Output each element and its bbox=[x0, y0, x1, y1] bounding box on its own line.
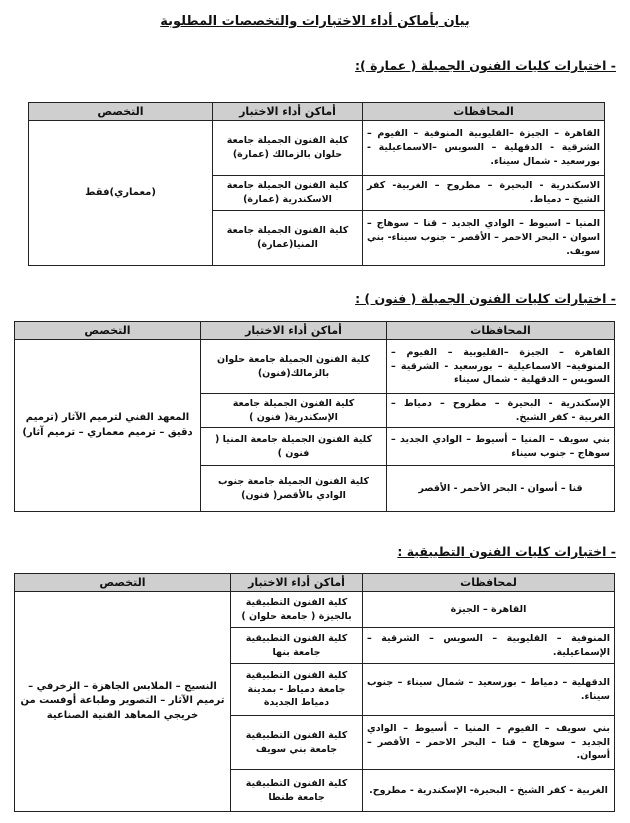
column-header-specialty: التخصص bbox=[15, 322, 201, 340]
location-cell: كلية الفنون الجميلة جامعة حلوان بالزمالك (عمارة) bbox=[213, 121, 363, 176]
table-header-row bbox=[15, 574, 615, 592]
specialty-cell: (معماري)فقط bbox=[29, 121, 213, 266]
column-header-specialty: التخصص bbox=[29, 103, 213, 121]
location-cell: كلية الفنون التطبيقية جامعة بنها bbox=[231, 628, 363, 664]
location-cell: كلية الفنون الجميلة جامعة المنيا(عمارة) bbox=[213, 211, 363, 266]
column-header-locations: أماكن أداء الاختبار bbox=[201, 322, 387, 340]
location-cell: كلية الفنون الجميلة جامعة الإسكندرية( فنون ) bbox=[201, 394, 387, 428]
location-cell: كلية الفنون الجميلة جامعة المنيا ( فنون ) bbox=[201, 428, 387, 466]
governorates-cell: قنا – أسوان - البحر الأحمر - الأقصر bbox=[387, 466, 615, 512]
column-header-governorates: لمحافظات bbox=[363, 574, 615, 592]
location-cell: كلية الفنون الجميلة جامعة الاسكندرية (عمارة) bbox=[213, 176, 363, 211]
table-row bbox=[15, 592, 615, 628]
governorates-cell: الإسكندرية - البحيرة – مطروح – دمياط – الغربية - كفر الشيخ. bbox=[387, 394, 615, 428]
governorates-cell: الاسكندرية - البحيرة – مطروح – الغربية- كفر الشيخ – دمياط. bbox=[363, 176, 605, 211]
governorates-cell: بني سويف – الفيوم – المنيا – أسيوط – الوادي الجديد – سوهاج – قنا – البحر الاحمر – الأقصر – أسوان. bbox=[363, 716, 615, 770]
fine-arts-table bbox=[14, 321, 615, 512]
location-cell: كلية الفنون الجميلة جامعة جنوب الوادي بالأقصر( فنون) bbox=[201, 466, 387, 512]
table-row bbox=[29, 121, 605, 176]
governorates-cell: القاهرة – الجيزة bbox=[363, 592, 615, 628]
governorates-cell: الغربية - كفر الشيخ - البحيرة- الإسكندرية - مطروح. bbox=[363, 770, 615, 812]
section-heading-architecture: - اختبارات كليات الفنون الجميلة ( عمارة ): bbox=[355, 58, 616, 73]
location-cell: كلية الفنون الجميلة جامعة حلوان بالزمالك(فنون) bbox=[201, 340, 387, 394]
architecture-table bbox=[28, 102, 605, 266]
table-header-row bbox=[29, 103, 605, 121]
location-cell: كلية الفنون التطبيقية جامعة دمياط - بمدينة دمياط الجديدة bbox=[231, 664, 363, 716]
table-header-row bbox=[15, 322, 615, 340]
specialty-cell: النسيج – الملابس الجاهزة – الزخرفي – ترميم الآثار – التصوير وطباعة أوفست من خريجي المعاهد الفنية الصناعية bbox=[15, 592, 231, 812]
governorates-cell: القاهرة – الجيزة –القليوبية – الفيوم – المنوفية– الاسماعيلية – بورسعيد - الشرقية – السويس – الدقهلية - شمال سيناء bbox=[387, 340, 615, 394]
document-title: بيان بأماكن أداء الاختبارات والتخصصات المطلوبة bbox=[160, 14, 470, 29]
governorates-cell: الدقهلية – دمياط – بورسعيد – شمال سيناء – جنوب سيناء. bbox=[363, 664, 615, 716]
governorates-cell: بني سويف – المنيا – أسيوط – الوادي الجديد – سوهاج – جنوب سيناء bbox=[387, 428, 615, 466]
column-header-locations: أماكن أداء الاختبار bbox=[213, 103, 363, 121]
location-cell: كلية الفنون التطبيقية جامعة طنطا bbox=[231, 770, 363, 812]
location-cell: كلية الفنون التطبيقية بالجيزة ( جامعة حلوان ) bbox=[231, 592, 363, 628]
column-header-governorates: المحافظات bbox=[363, 103, 605, 121]
governorates-cell: المنيا – اسيوط – الوادي الجديد – قنا – سوهاج – اسوان - البحر الاحمر – الأقصر – جنوب سيناء- بني سويف. bbox=[363, 211, 605, 266]
specialty-cell: المعهد الفني لترميم الآثار (ترميم دقيق – ترميم معماري – ترميم آثار) bbox=[15, 340, 201, 512]
section-heading-fine-arts: - اختبارات كليات الفنون الجميلة ( فنون ) : bbox=[355, 291, 616, 306]
location-cell: كلية الفنون التطبيقية جامعة بني سويف bbox=[231, 716, 363, 770]
governorates-cell: المنوفية – القليوبية – السويس – الشرقية – الإسماعيلية. bbox=[363, 628, 615, 664]
applied-arts-table bbox=[14, 573, 615, 812]
governorates-cell: القاهرة – الجيزة –القليوبية المنوفية – الفيوم – الشرقية - الدقهلية – السويس –الاسماعيلية - بورسعيد - شمال سيناء. bbox=[363, 121, 605, 176]
column-header-governorates: المحافظات bbox=[387, 322, 615, 340]
table-row bbox=[15, 340, 615, 394]
column-header-specialty: التخصص bbox=[15, 574, 231, 592]
section-heading-applied-arts: - اختبارات كليات الفنون التطبيقية : bbox=[397, 544, 616, 559]
column-header-locations: أماكن أداء الاختبار bbox=[231, 574, 363, 592]
